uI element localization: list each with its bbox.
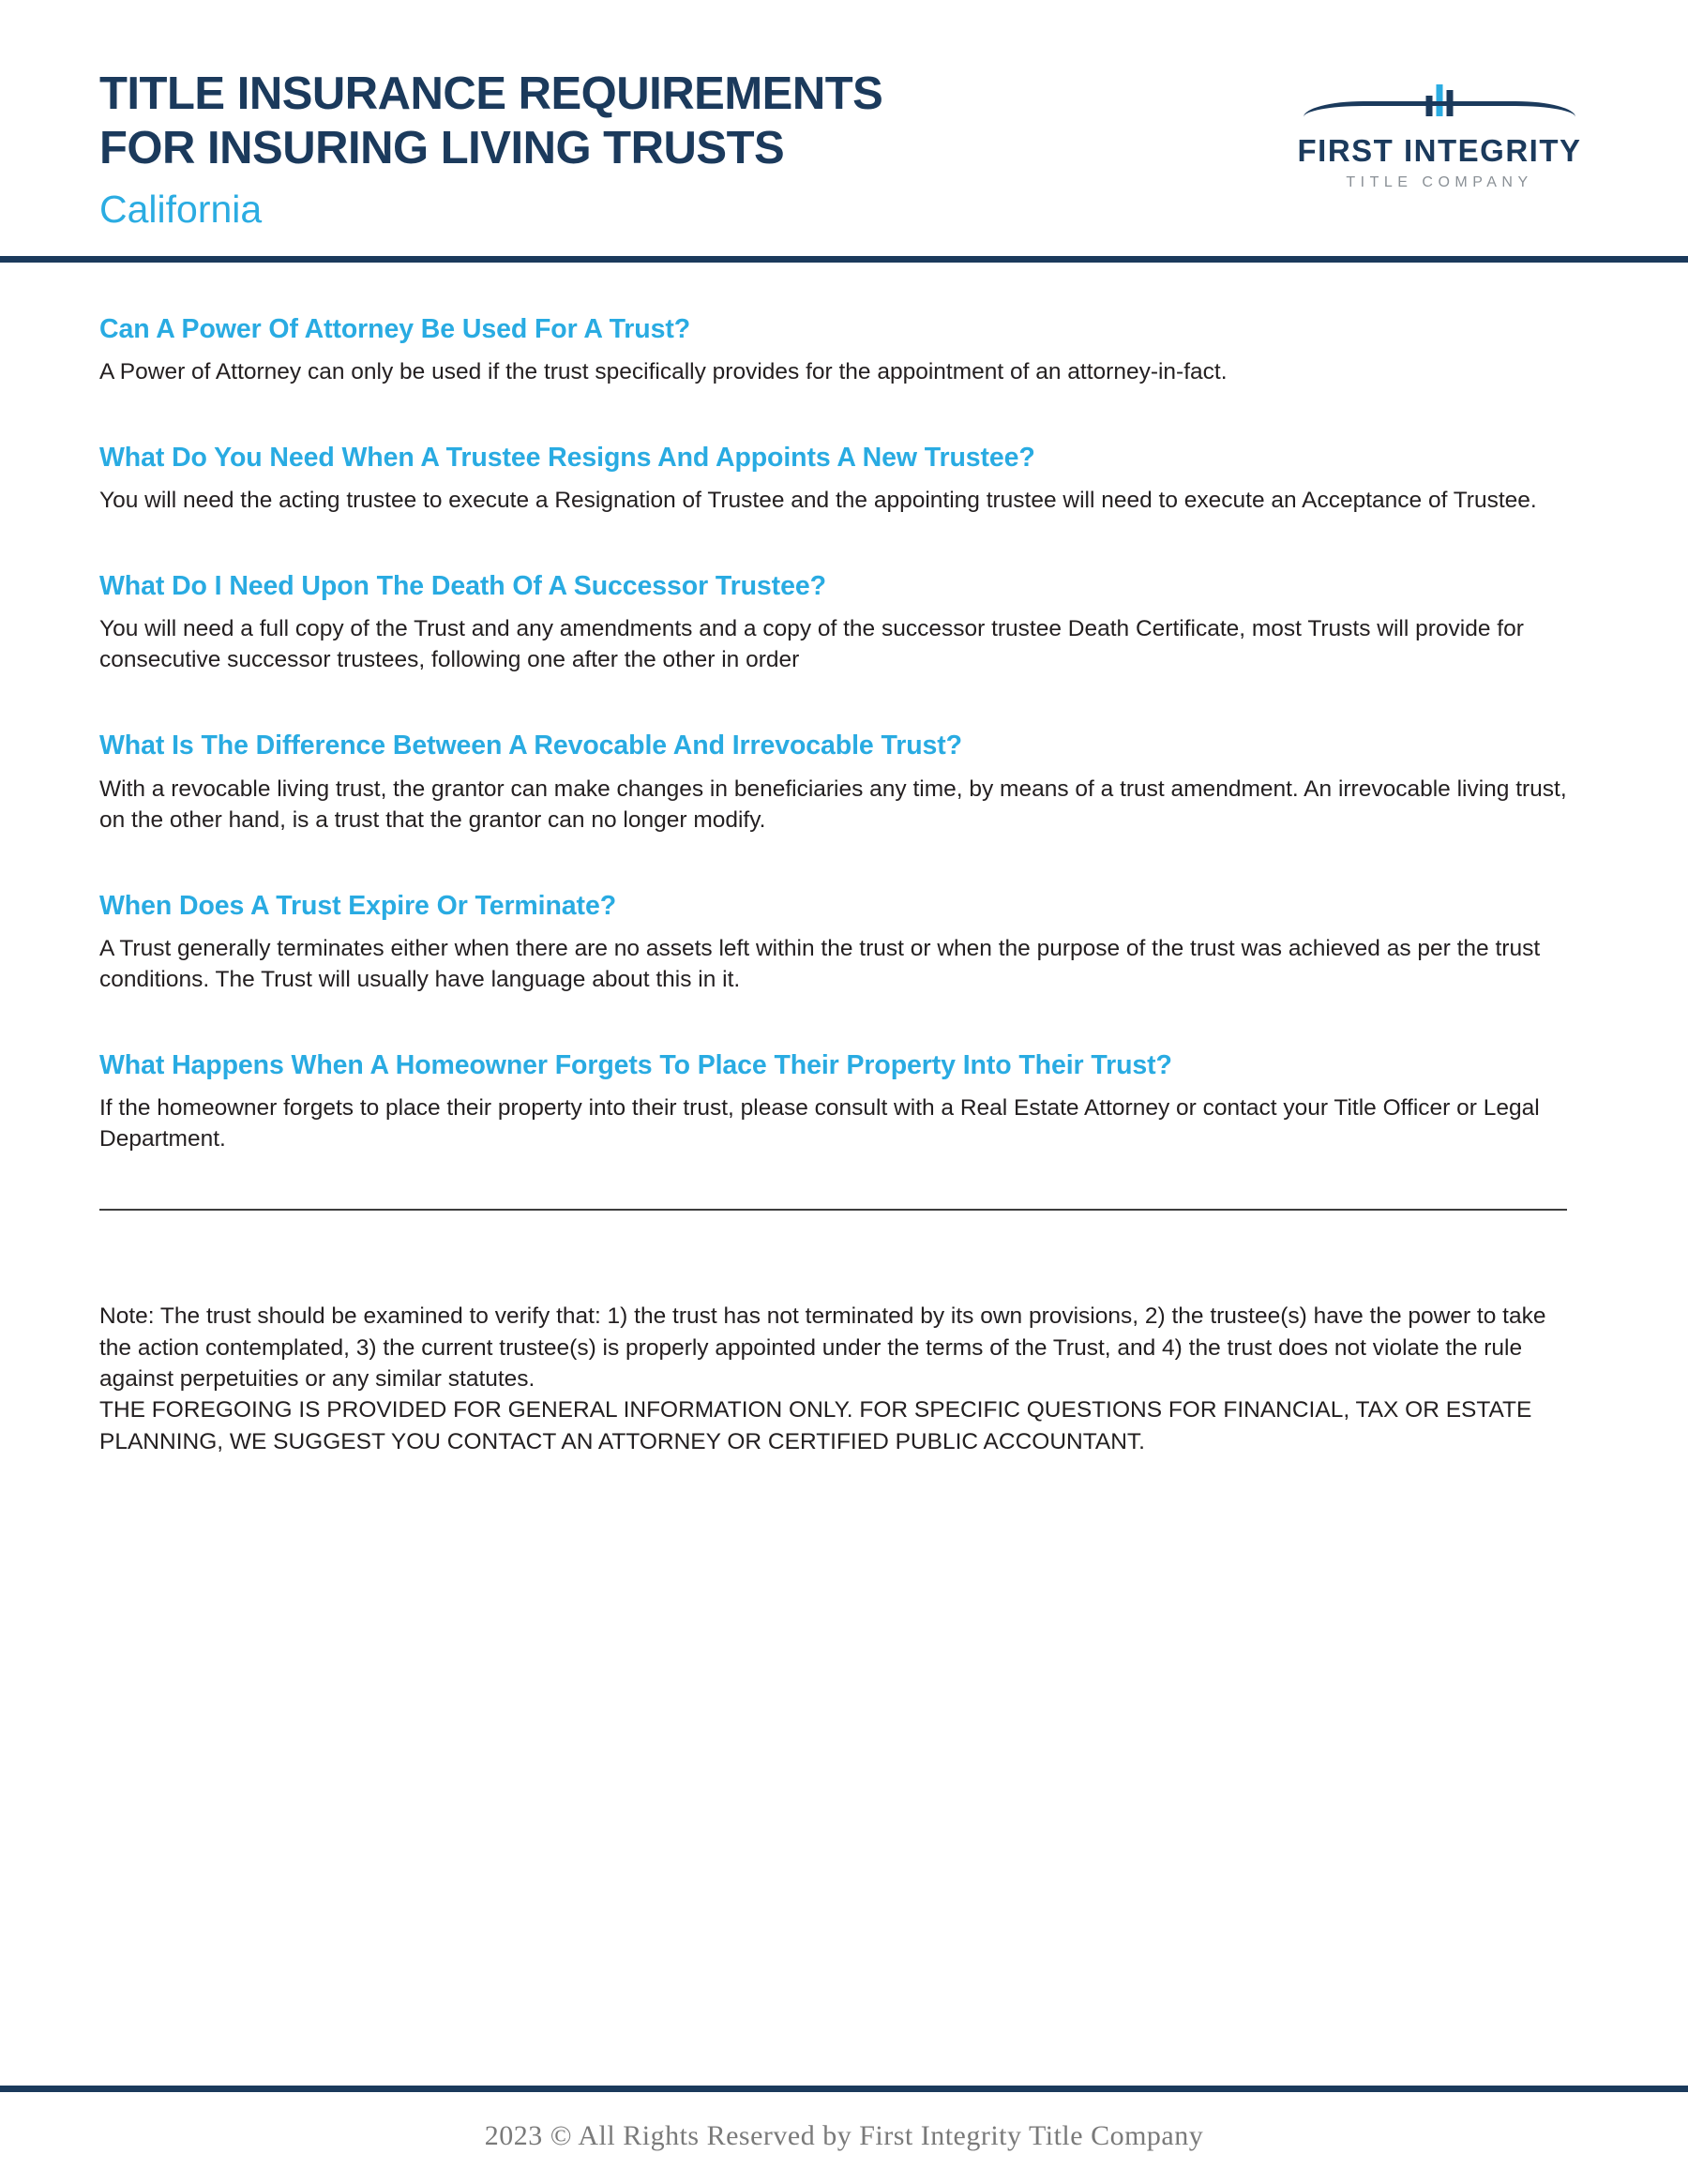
header-titles: [99, 68, 882, 232]
logo-company-tagline: TITLE COMPANY: [1346, 174, 1533, 190]
faq-item: [99, 313, 1594, 387]
page-title-line-1: TITLE INSURANCE REQUIREMENTS: [99, 68, 883, 119]
note-section: [99, 1301, 1581, 1457]
faq-item: [99, 1049, 1594, 1154]
faq-question: What Is The Difference Between A Revocable And Irrevocable Trust?: [99, 731, 962, 761]
faq-answer: You will need a full copy of the Trust and any amendments and a copy of the successor trustee Death Certificate, most Trusts will provide for consecutive successor trustees, following one after the other in order: [99, 616, 1524, 673]
faq-question: What Happens When A Homeowner Forgets To Place Their Property Into Their Trust?: [99, 1050, 1172, 1081]
faq-answer: With a revocable living trust, the grantor can make changes in beneficiaries any time, by means of a trust amendment. An irrevocable living trust, on the other hand, is a trust that the grantor can no longer modify.: [99, 776, 1567, 833]
page-title-line-2: FOR INSURING LIVING TRUSTS: [99, 122, 785, 173]
footer-copyright: 2023 © All Rights Reserved by First Integrity Title Company: [484, 2120, 1204, 2151]
footer-spacer: [0, 1771, 1688, 2086]
footer-divider: [0, 2086, 1688, 2092]
logo-arc-icon: [1304, 101, 1575, 133]
note-disclaimer: THE FOREGOING IS PROVIDED FOR GENERAL INFORMATION ONLY. FOR SPECIFIC QUESTIONS FOR FINANCIAL, TAX OR ESTATE PLANNING, WE SUGGEST YOU CONTACT AN ATTORNEY OR CERTIFIED PUBLIC ACCOUNTANT.: [99, 1397, 1532, 1454]
faq-question: What Do You Need When A Trustee Resigns And Appoints A New Trustee?: [99, 442, 1035, 473]
header-divider: [0, 256, 1688, 263]
note-body: Note: The trust should be examined to verify that: 1) the trust has not terminated by its own provisions, 2) the trustee(s) have the power to take the action contemplated, 3) the current trustee(s) is properly appointed under the terms of the Trust, and 4) the trust does not violate the rule against perpetuities or any similar statutes.: [99, 1303, 1546, 1392]
faq-answer: You will need the acting trustee to execute a Resignation of Trustee and the appointing trustee will need to execute an Acceptance of Trustee.: [99, 488, 1537, 514]
faq-item: [99, 570, 1594, 675]
section-divider: [99, 1209, 1567, 1211]
faq-item: [99, 442, 1594, 516]
company-logo: [1285, 68, 1594, 191]
logo-company-name: FIRST INTEGRITY: [1297, 133, 1582, 168]
logo-mark-icon: [1285, 81, 1594, 133]
faq-item: [99, 890, 1594, 995]
document-header: [0, 0, 1688, 256]
page-subtitle: California: [99, 187, 263, 231]
document-footer: [0, 2092, 1688, 2184]
faq-question: When Does A Trust Expire Or Terminate?: [99, 890, 617, 921]
faq-question: What Do I Need Upon The Death Of A Successor Trustee?: [99, 571, 826, 602]
faq-question: Can A Power Of Attorney Be Used For A Trust?: [99, 313, 691, 344]
faq-answer: A Trust generally terminates either when there are no assets left within the trust or when the purpose of the trust was achieved as per the trust conditions. The Trust will usually have language about this in it.: [99, 935, 1541, 992]
faq-item: [99, 730, 1594, 835]
faq-answer: A Power of Attorney can only be used if the trust specifically provides for the appointment of an attorney-in-fact.: [99, 358, 1228, 384]
page-title: [99, 68, 882, 176]
document-content: [0, 263, 1688, 1771]
faq-answer: If the homeowner forgets to place their property into their trust, please consult with a Real Estate Attorney or contact your Title Officer or Legal Department.: [99, 1095, 1540, 1152]
